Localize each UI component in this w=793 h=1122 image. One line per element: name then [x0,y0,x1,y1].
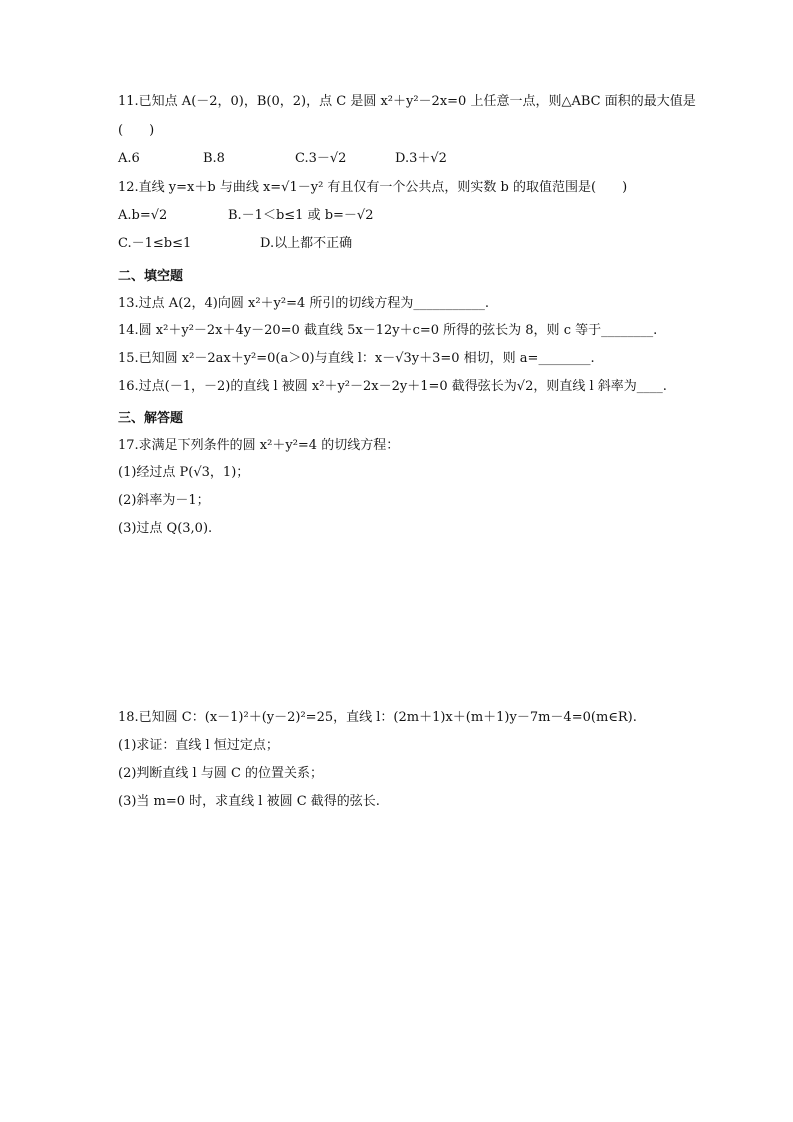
question-12-stem: 12.直线 y=x＋b 与曲线 x=√1－y² 有且仅有一个公共点，则实数 b 的取值范围是( ) [118,180,628,195]
option-d: D.3＋√2 [395,151,447,166]
question-13: 13.过点 A(2，4)向圆 x²＋y²=4 所引的切线方程为___________. [118,296,490,311]
question-14: 14.圆 x²＋y²－2x＋4y－20=0 截直线 5x－12y＋c=0 所得的弦长为 8，则 c 等于________. [118,323,658,338]
option-c: C.3－√2 [295,151,347,166]
section-heading-solutions: 三、解答题 [118,411,184,426]
question-18-part-2: (2)判断直线 l 与圆 C 的位置关系； [118,766,324,781]
option-c: C.－1≤b≤1 [118,236,192,251]
question-18-part-1: (1)求证：直线 l 恒过定点； [118,738,279,753]
option-a: A.b=√2 [118,208,168,223]
option-d: D.以上都不正确 [260,236,353,251]
question-11-answer-paren: ( ) [118,123,155,138]
option-b: B.－1＜b≤1 或 b=－√2 [228,208,374,223]
question-18-part-3: (3)当 m=0 时，求直线 l 被圆 C 截得的弦长. [118,794,380,809]
question-15: 15.已知圆 x²－2ax＋y²=0(a＞0)与直线 l：x－√3y＋3=0 相切，则 a=________. [118,351,595,366]
question-17-part-2: (2)斜率为－1； [118,493,210,508]
section-heading-fill-blank: 二、填空题 [118,269,184,284]
question-11-stem: 11.已知点 A(－2，0)，B(0，2)，点 C 是圆 x²＋y²－2x=0 上任意一点，则△ABC 面积的最大值是 [118,94,696,109]
option-a: A.6 [118,151,140,166]
question-17-stem: 17.求满足下列条件的圆 x²＋y²=4 的切线方程： [118,438,400,453]
question-17-part-1: (1)经过点 P(√3，1)； [118,465,250,480]
question-16: 16.过点(－1，－2)的直线 l 被圆 x²＋y²－2x－2y＋1=0 截得弦长为√2，则直线 l 斜率为____. [118,379,667,394]
question-17-part-3: (3)过点 Q(3,0). [118,521,213,536]
option-b: B.8 [203,151,225,166]
question-18-stem: 18.已知圆 C：(x－1)²＋(y－2)²=25，直线 l：(2m＋1)x＋(m＋1)y－7m－4=0(m∈R). [118,710,637,725]
